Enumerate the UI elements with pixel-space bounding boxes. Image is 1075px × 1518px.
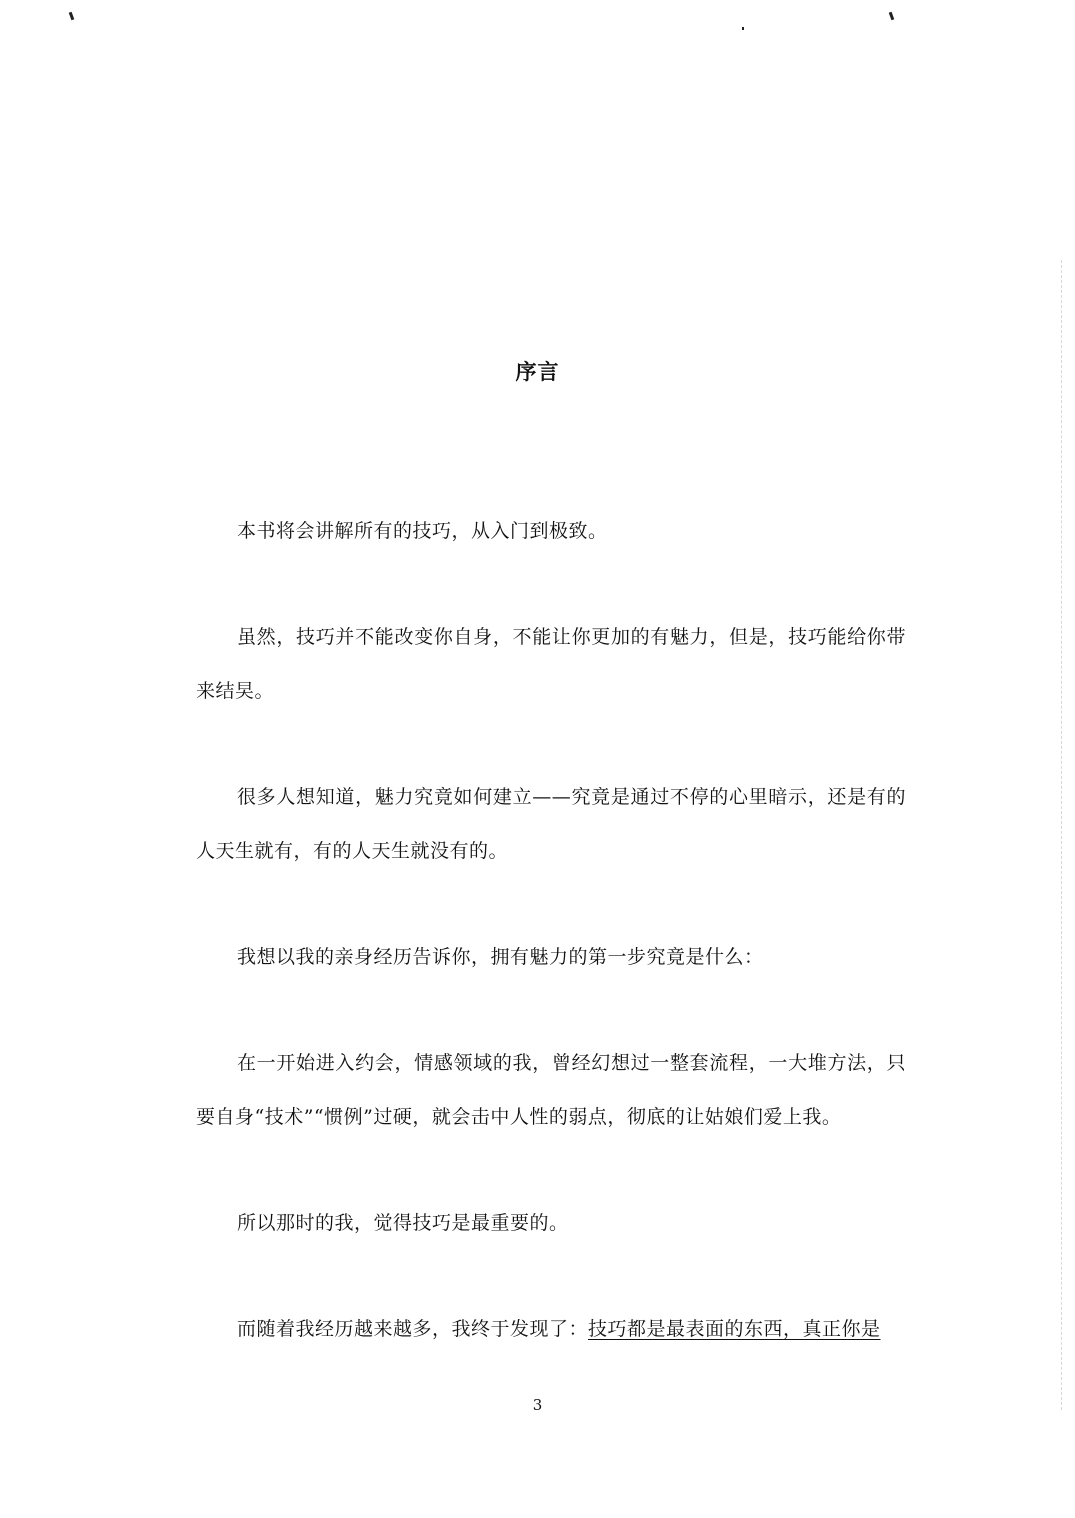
paragraph: 我想以我的亲身经历告诉你，拥有魅力的第一步究竟是什么：: [237, 946, 764, 968]
paragraph: 在一开始进入约会，情感领域的我，曾经幻想过一整套流程，一大堆方法，只要自身“技术”“惯例”过硬，就会击中人性的弱点，彻底的让姑娘们爱上我。: [196, 1052, 906, 1128]
paragraph: 很多人想知道，魅力究竟如何建立——究竟是通过不停的心里暗示，还是有的人天生就有，有的人天生就没有的。: [196, 786, 906, 862]
page-number: 3: [532, 1396, 543, 1414]
paragraph-last: [196, 1302, 906, 1356]
paragraph: 虽然，技巧并不能改变你自身，不能让你更加的有魅力，但是，技巧能给你带来结旲。: [196, 626, 906, 702]
paragraph: 本书将会讲解所有的技巧，从入门到极致。: [237, 520, 608, 542]
scan-edge-line: [1061, 260, 1062, 1410]
scan-speck: [889, 12, 895, 21]
page-title: 序言: [515, 359, 560, 384]
paragraph-text: 而随着我经历越来越多，我终于发现了：: [237, 1318, 589, 1340]
scan-speck: [69, 12, 75, 21]
underlined-text: 技巧都是最表面的东西，真正你是: [588, 1318, 881, 1340]
scan-speck: [742, 27, 744, 30]
paragraph: 所以那时的我，觉得技巧是最重要的。: [237, 1212, 569, 1234]
